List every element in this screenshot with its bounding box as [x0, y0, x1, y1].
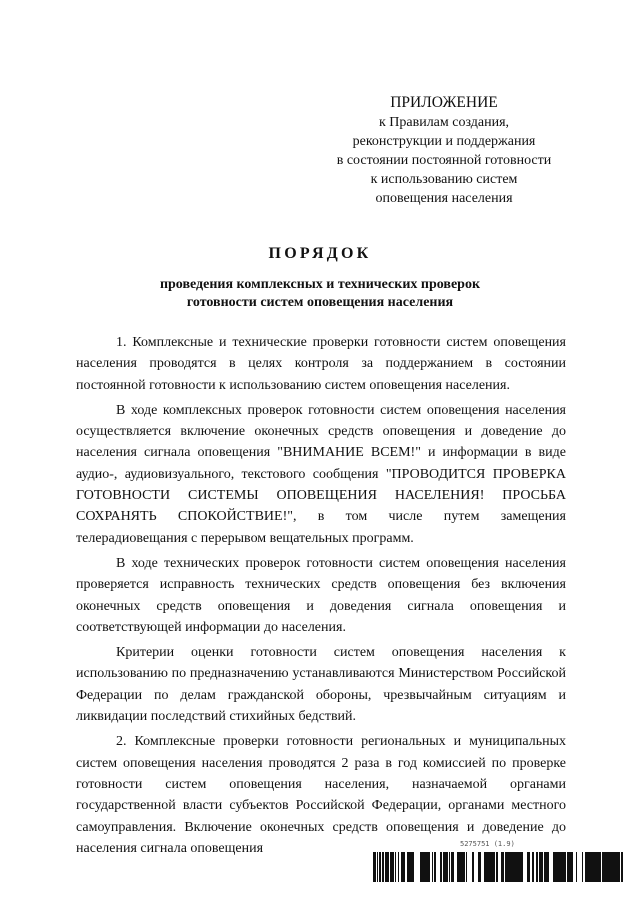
- barcode-image: [373, 852, 623, 882]
- document-title: ПОРЯДОК: [268, 245, 372, 262]
- barcode-number: 5275751 (1.9): [460, 840, 515, 848]
- paragraph: В ходе технических проверок готовности систем оповещения населения проверяется исправность технических средств оповещения без включения оконечных средств оповещения и доведения сигнала оповещения и соответствующей информации до населения.: [76, 555, 566, 635]
- appendix-line: оповещения населения: [375, 191, 513, 206]
- appendix-line: в состоянии постоянной готовности: [336, 153, 552, 168]
- document-body: [76, 332, 566, 859]
- paragraph: 2. Комплексные проверки готовности региональных и муниципальных систем оповещения населения проводятся 2 раза в год комиссией по проверке готовности систем оповещения населения, назначаемой органами государственной власти субъектов Российской Федерации, органами местного самоуправления. Включение оконечных средств оповещения и доведение до населения сигнала оповещения: [76, 734, 566, 856]
- paragraph: 1. Комплексные и технические проверки готовности систем оповещения населения проводятся в целях контроля за поддержанием в состоянии постоянной готовности к использованию систем оповещения населения.: [76, 335, 566, 393]
- appendix-line: к Правилам создания,: [378, 115, 510, 130]
- subtitle-line: готовности систем оповещения населения: [186, 295, 454, 310]
- appendix-heading: ПРИЛОЖЕНИЕ: [390, 94, 498, 111]
- appendix-block: [300, 92, 588, 208]
- document-subtitle: [80, 276, 560, 312]
- subtitle-line: проведения комплексных и технических проверок: [159, 277, 481, 292]
- paragraph: Критерии оценки готовности систем оповещения населения к использованию по предназначению устанавливаются Министерством Российской Федерации по делам гражданской обороны, чрезвычайным ситуациям и ликвидации последствий стихийных бедствий.: [76, 645, 566, 725]
- paragraph: В ходе комплексных проверок готовности систем оповещения населения осуществляется включение оконечных средств оповещения и доведение до населения сигнала оповещения "ВНИМАНИЕ ВСЕМ!" и информации в виде аудио-, аудиовизуального, текстового сообщения "ПРОВОДИТСЯ ПРОВЕРКА ГОТОВНОСТИ СИСТЕМЫ ОПОВЕЩЕНИЯ НАСЕЛЕНИЯ! ПРОСЬБА СОХРАНЯТЬ СПОКОЙСТВИЕ!", в том числе путем замещения телерадиовещания с перерывом вещательных программ.: [76, 402, 566, 546]
- appendix-line: к использованию систем: [370, 172, 518, 187]
- appendix-line: реконструкции и поддержания: [352, 134, 536, 149]
